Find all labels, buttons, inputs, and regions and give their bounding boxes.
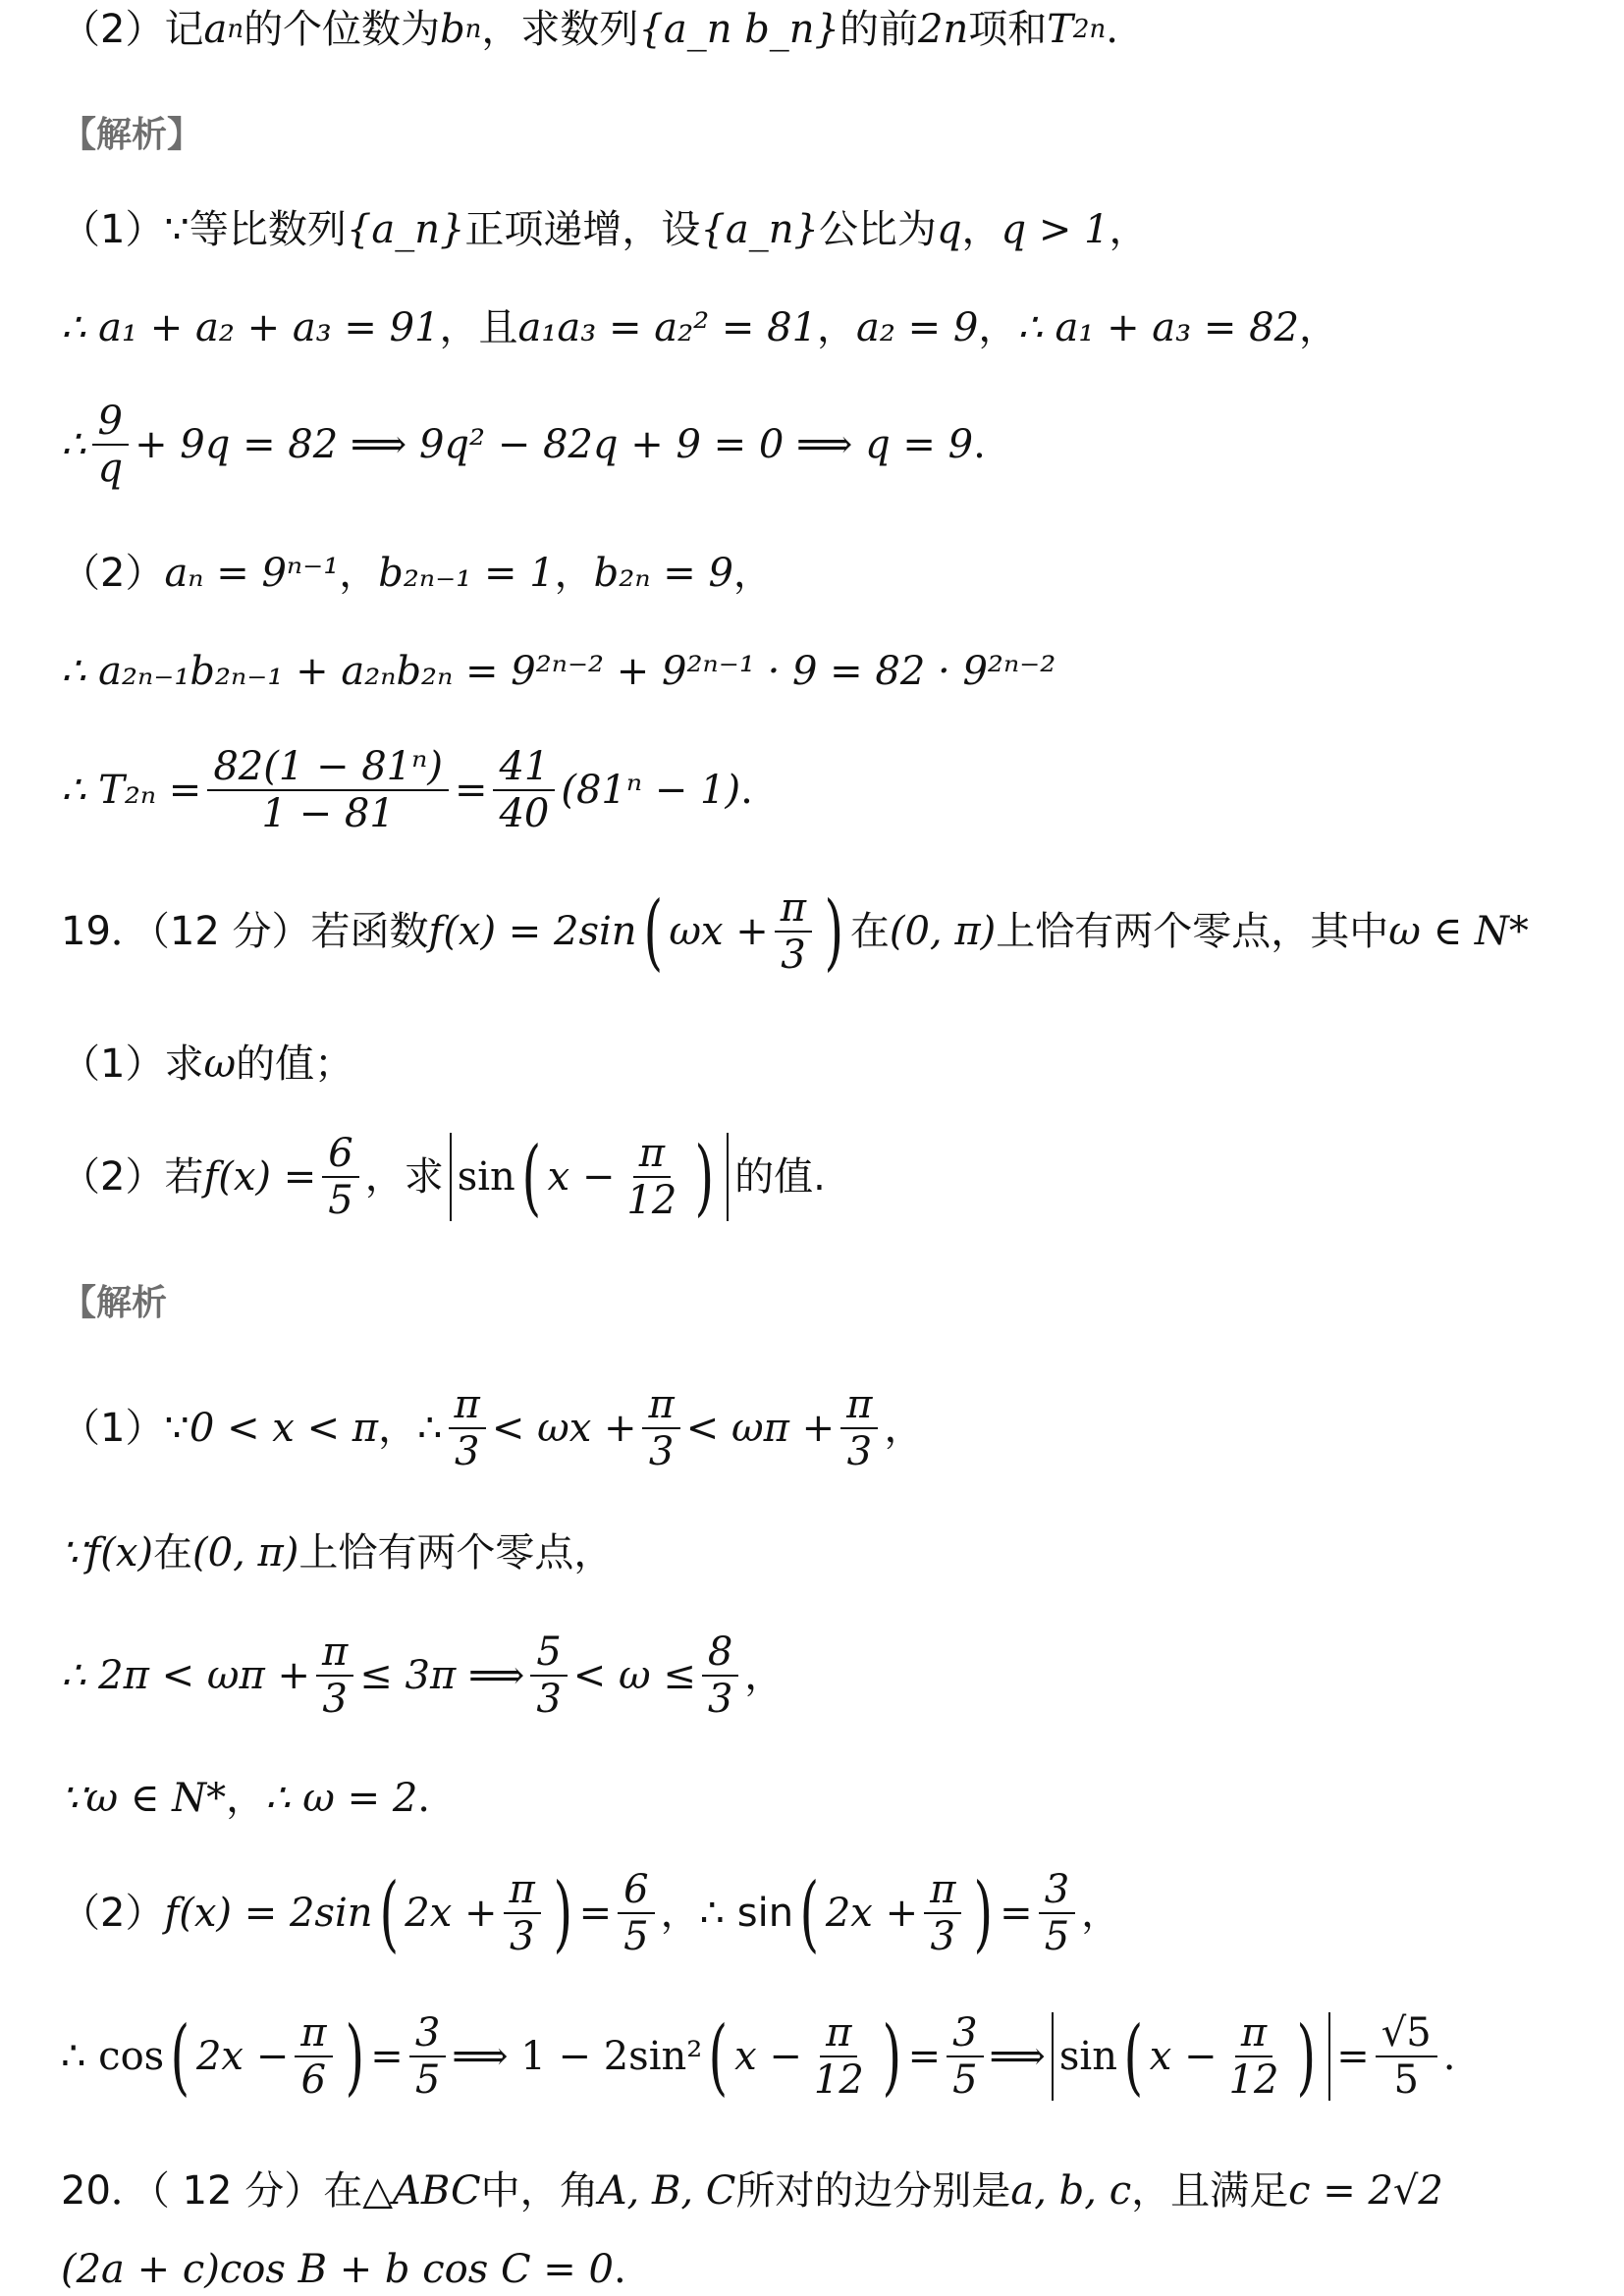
paren-left: ( <box>521 1129 542 1225</box>
denominator: 3 <box>648 1429 675 1474</box>
text: ，∴ sin <box>660 1891 794 1936</box>
paren-right: ) <box>882 2008 902 2105</box>
math-eq: = <box>578 1891 613 1936</box>
part2-question <box>61 8 1585 51</box>
numerator: 82(1 − 81ⁿ) <box>207 746 449 791</box>
numerator: 9 <box>92 400 129 446</box>
math-eq: 0 < x < π <box>189 1406 379 1451</box>
denominator: 5 <box>414 2057 441 2103</box>
text: （1）∵等比数列 <box>61 207 347 252</box>
numerator: π <box>1235 2012 1272 2057</box>
math-sub: n <box>227 14 244 44</box>
math-eq: = <box>454 768 488 813</box>
numerator: π <box>840 1384 878 1429</box>
math-sin: sin <box>457 1154 515 1200</box>
denominator: 3 <box>930 1914 955 1959</box>
paren-right: ) <box>1297 2008 1317 2105</box>
math-eq: ∴ cos <box>61 2034 165 2079</box>
text: ， <box>339 551 379 596</box>
denominator: 5 <box>623 1914 649 1959</box>
math-2n: 2n <box>918 7 969 52</box>
numerator: π <box>642 1384 679 1429</box>
fraction <box>775 887 812 976</box>
denominator: 3 <box>454 1429 480 1474</box>
text: 上恰有两个零点， <box>298 1530 614 1575</box>
math-eq: x − <box>734 2034 802 2079</box>
numerator: π <box>820 2012 857 2057</box>
fraction <box>504 1869 541 1957</box>
denominator: 40 <box>499 791 550 836</box>
solution-1-line-2 <box>61 306 1585 349</box>
math-cond: q > 1 <box>1001 207 1110 252</box>
math-angles: A, B, C <box>598 2168 736 2214</box>
fraction <box>449 1384 486 1472</box>
paren-left: ( <box>708 2008 729 2105</box>
text: ， <box>1109 207 1149 252</box>
numerator: 3 <box>947 2012 983 2057</box>
text: ，求 <box>364 1154 444 1200</box>
question-20-line-2 <box>61 2248 1585 2291</box>
text: ， <box>884 1406 924 1451</box>
numerator: 41 <box>493 746 555 791</box>
solution-2-line-2 <box>61 650 1585 693</box>
solution-19-line-5 <box>61 1865 1585 1961</box>
math-eq: < ωπ + <box>685 1406 836 1451</box>
text: ，∴ <box>378 1406 443 1451</box>
math-set: {a_n b_n} <box>638 7 840 52</box>
math-sin: sin <box>1058 2034 1117 2079</box>
text: 的个位数为 <box>244 7 441 52</box>
question-19-part-2 <box>61 1129 1585 1225</box>
math-implies: ⟹ <box>989 2034 1046 2079</box>
math-eq: b₂ₙ = 9 <box>593 551 733 596</box>
text: ， <box>1081 1891 1121 1936</box>
text: （1）求 <box>61 1041 204 1087</box>
text: 上恰有两个零点，其中 <box>996 909 1389 954</box>
text: . <box>417 1776 431 1821</box>
text: 在 <box>849 909 890 954</box>
fraction <box>1376 2012 1437 2101</box>
math-eq: (81ⁿ − 1) <box>561 768 741 813</box>
paren-right: ) <box>824 883 844 980</box>
fraction <box>947 2012 983 2101</box>
fraction <box>493 746 555 834</box>
math-eq: ∴ a₂ₙ₋₁b₂ₙ₋₁ + a₂ₙb₂ₙ = 9²ⁿ⁻² + 9²ⁿ⁻¹ · 9 = 82 · 9²ⁿ⁻² <box>61 649 1056 694</box>
math-eq: ∴ a₁ + a₃ = 82 <box>1017 305 1300 350</box>
denominator: 5 <box>1393 2057 1419 2103</box>
math-omega: ω <box>203 1041 237 1087</box>
fraction <box>91 400 129 489</box>
numerator: 8 <box>702 1631 738 1677</box>
fraction <box>1039 1869 1075 1957</box>
denominator: 3 <box>707 1677 733 1722</box>
text: . <box>1442 2034 1456 2079</box>
math-interval: (0, π) <box>889 909 997 954</box>
math-eq: b₂ₙ₋₁ = 1 <box>378 551 555 596</box>
text: （2）若 <box>61 1154 204 1200</box>
solution-19-line-6 <box>61 2008 1585 2105</box>
math-cond: ω ∈ N* <box>85 1776 227 1821</box>
math-eq: ∴ ω = 2 <box>265 1776 418 1821</box>
text: . <box>1106 7 1118 52</box>
denominator: q <box>97 446 124 491</box>
math-b: b <box>440 7 465 52</box>
math-eq: ⟹ 1 − 2sin² <box>452 2034 703 2079</box>
fraction <box>295 2012 332 2101</box>
paren-right: ) <box>973 1865 994 1961</box>
analysis-heading-2: 【解析 <box>61 1283 168 1323</box>
text: 中，角 <box>480 2168 599 2214</box>
text: ，且 <box>439 305 518 350</box>
text: . <box>740 768 753 813</box>
numerator: π <box>295 2012 332 2057</box>
numerator: √5 <box>1376 2012 1437 2057</box>
math-cond: c = 2√2 <box>1288 2168 1443 2214</box>
text: 公比为 <box>818 207 937 252</box>
math-eq: 2x + <box>825 1891 919 1936</box>
denominator: 3 <box>322 1677 348 1722</box>
text: （1）∵ <box>61 1406 189 1451</box>
math-eq: ωx + <box>669 909 769 954</box>
denominator: 12 <box>813 2057 864 2103</box>
denominator: 5 <box>952 2057 978 2103</box>
math-because: ∵ <box>61 1776 86 1821</box>
text: ，求数列 <box>481 7 639 52</box>
fraction <box>924 1869 961 1957</box>
math-eq: f(x) = <box>203 1154 317 1200</box>
math-eq: = <box>1000 1891 1033 1936</box>
math-eq: < ω ≤ <box>572 1653 696 1698</box>
solution-19-line-3 <box>61 1631 1585 1720</box>
text: ， <box>1299 305 1339 350</box>
math-set: {a_n} <box>700 207 819 252</box>
absolute-value <box>1052 2008 1330 2105</box>
text: . <box>973 422 986 467</box>
math-a: a <box>203 7 228 52</box>
math-eq: f(x) = 2sin <box>164 1891 373 1936</box>
text: 项和 <box>968 7 1048 52</box>
denominator: 5 <box>1044 1914 1070 1959</box>
analysis-heading-1: 【解析】 <box>61 115 203 155</box>
question-20 <box>61 2169 1585 2213</box>
math-eq: ∴ T₂ₙ = <box>61 768 202 813</box>
text: （2） <box>61 1891 165 1936</box>
paren-left: ( <box>170 2008 190 2105</box>
text: 所对的边分别是 <box>735 2168 1011 2214</box>
numerator: π <box>924 1869 961 1914</box>
fraction <box>702 1631 738 1720</box>
math-eq: a₂ = 9 <box>856 305 979 350</box>
solution-19-line-2 <box>61 1531 1585 1575</box>
text: ， <box>226 1776 266 1821</box>
text: 19．（12 分）若函数 <box>61 909 429 954</box>
question-19-part-1 <box>61 1042 1585 1086</box>
math-eq: ≤ 3π ⟹ <box>359 1653 525 1698</box>
solution-1-line-1 <box>61 208 1585 251</box>
fraction <box>316 1631 353 1720</box>
denominator: 5 <box>328 1178 353 1223</box>
numerator: 5 <box>530 1631 567 1677</box>
text: （2） <box>61 551 165 596</box>
numerator: π <box>316 1631 353 1677</box>
fraction <box>618 1869 654 1957</box>
fraction <box>1223 2012 1285 2101</box>
math-sides: a, b, c <box>1010 2168 1132 2214</box>
math-eq: < ωx + <box>491 1406 637 1451</box>
numerator: π <box>504 1869 541 1914</box>
math-eq: x − <box>547 1154 616 1200</box>
solution-19-line-4 <box>61 1777 1585 1820</box>
math-eq: = <box>370 2034 404 2079</box>
fraction <box>207 746 449 834</box>
text: ，且满足 <box>1131 2168 1289 2214</box>
paren-right: ) <box>345 2008 364 2105</box>
numerator: 6 <box>322 1133 358 1178</box>
numerator: 3 <box>409 2012 446 2057</box>
math-set: {a_n} <box>346 207 465 252</box>
denominator: 1 − 81 <box>261 791 395 836</box>
math-eq: x − <box>1149 2034 1218 2079</box>
math-T: T <box>1047 7 1073 52</box>
text: ， <box>817 305 857 350</box>
math-eq: ∴ a₁ + a₂ + a₃ = 91 <box>61 305 440 350</box>
solution-2-line-3 <box>61 746 1585 834</box>
question-19 <box>61 883 1585 980</box>
fraction <box>409 2012 446 2101</box>
fraction <box>621 1133 682 1221</box>
fraction <box>840 1384 878 1472</box>
math-cond: ω ∈ N* <box>1388 909 1529 954</box>
math-eq: aₙ = 9ⁿ⁻¹ <box>164 551 340 596</box>
paren-left: ( <box>379 1865 399 1961</box>
math-because: ∵ <box>61 1530 86 1575</box>
text: 的值； <box>236 1041 354 1087</box>
fraction <box>642 1384 679 1472</box>
math-fx: f(x) <box>85 1530 154 1575</box>
math-eq: = <box>907 2034 942 2079</box>
math-therefore: ∴ <box>61 422 86 467</box>
math-eq: = <box>1336 2034 1370 2079</box>
math-sub: 2n <box>1072 14 1107 44</box>
math-eq: + 9q = 82 ⟹ 9q² − 82q + 9 = 0 ⟹ q = 9 <box>135 422 974 467</box>
paren-left: ( <box>1123 2008 1144 2105</box>
math-eq: f(x) = 2sin <box>428 909 637 954</box>
math-q: q <box>936 207 962 252</box>
denominator: 3 <box>509 1914 535 1959</box>
denominator: 3 <box>781 933 806 978</box>
math-eq: (2a + c)cos B + b cos C = 0 <box>61 2247 614 2292</box>
fraction <box>808 2012 870 2101</box>
fraction <box>530 1631 567 1720</box>
paren-left: ( <box>643 883 663 980</box>
text: ， <box>732 551 773 596</box>
numerator: 3 <box>1039 1869 1075 1914</box>
math-sub: n <box>464 14 482 44</box>
text: 的值. <box>734 1154 826 1200</box>
denominator: 12 <box>1228 2057 1279 2103</box>
text: ， <box>961 207 1001 252</box>
solution-1-line-3 <box>61 400 1585 489</box>
solution-19-line-1 <box>61 1384 1585 1472</box>
numerator: 6 <box>618 1869 654 1914</box>
math-triangle: △ABC <box>362 2168 481 2214</box>
text: . <box>613 2247 626 2292</box>
math-eq: 2x − <box>195 2034 290 2079</box>
denominator: 3 <box>536 1677 562 1722</box>
fraction <box>322 1133 358 1221</box>
text: 正项递增，设 <box>464 207 701 252</box>
denominator: 12 <box>626 1178 677 1223</box>
numerator: π <box>449 1384 486 1429</box>
text: 20．（ 12 分）在 <box>61 2168 363 2214</box>
paren-right: ) <box>553 1865 573 1961</box>
paren-right: ) <box>694 1129 715 1225</box>
text: ， <box>554 551 594 596</box>
numerator: π <box>633 1133 671 1178</box>
math-interval: (0, π) <box>192 1530 299 1575</box>
text: ， <box>978 305 1018 350</box>
math-eq: a₁a₃ = a₂² = 81 <box>517 305 818 350</box>
denominator: 6 <box>300 2057 327 2103</box>
text: 的前 <box>839 7 919 52</box>
math-eq: 2x + <box>405 1891 498 1936</box>
text: ， <box>744 1653 785 1698</box>
numerator: π <box>775 887 812 933</box>
paren-left: ( <box>799 1865 820 1961</box>
text: （2）记 <box>61 7 204 52</box>
math-eq: ∴ 2π < ωπ + <box>61 1653 310 1698</box>
absolute-value <box>450 1129 729 1225</box>
denominator: 3 <box>846 1429 873 1474</box>
text: 在 <box>153 1530 193 1575</box>
solution-2-line-1 <box>61 552 1585 595</box>
